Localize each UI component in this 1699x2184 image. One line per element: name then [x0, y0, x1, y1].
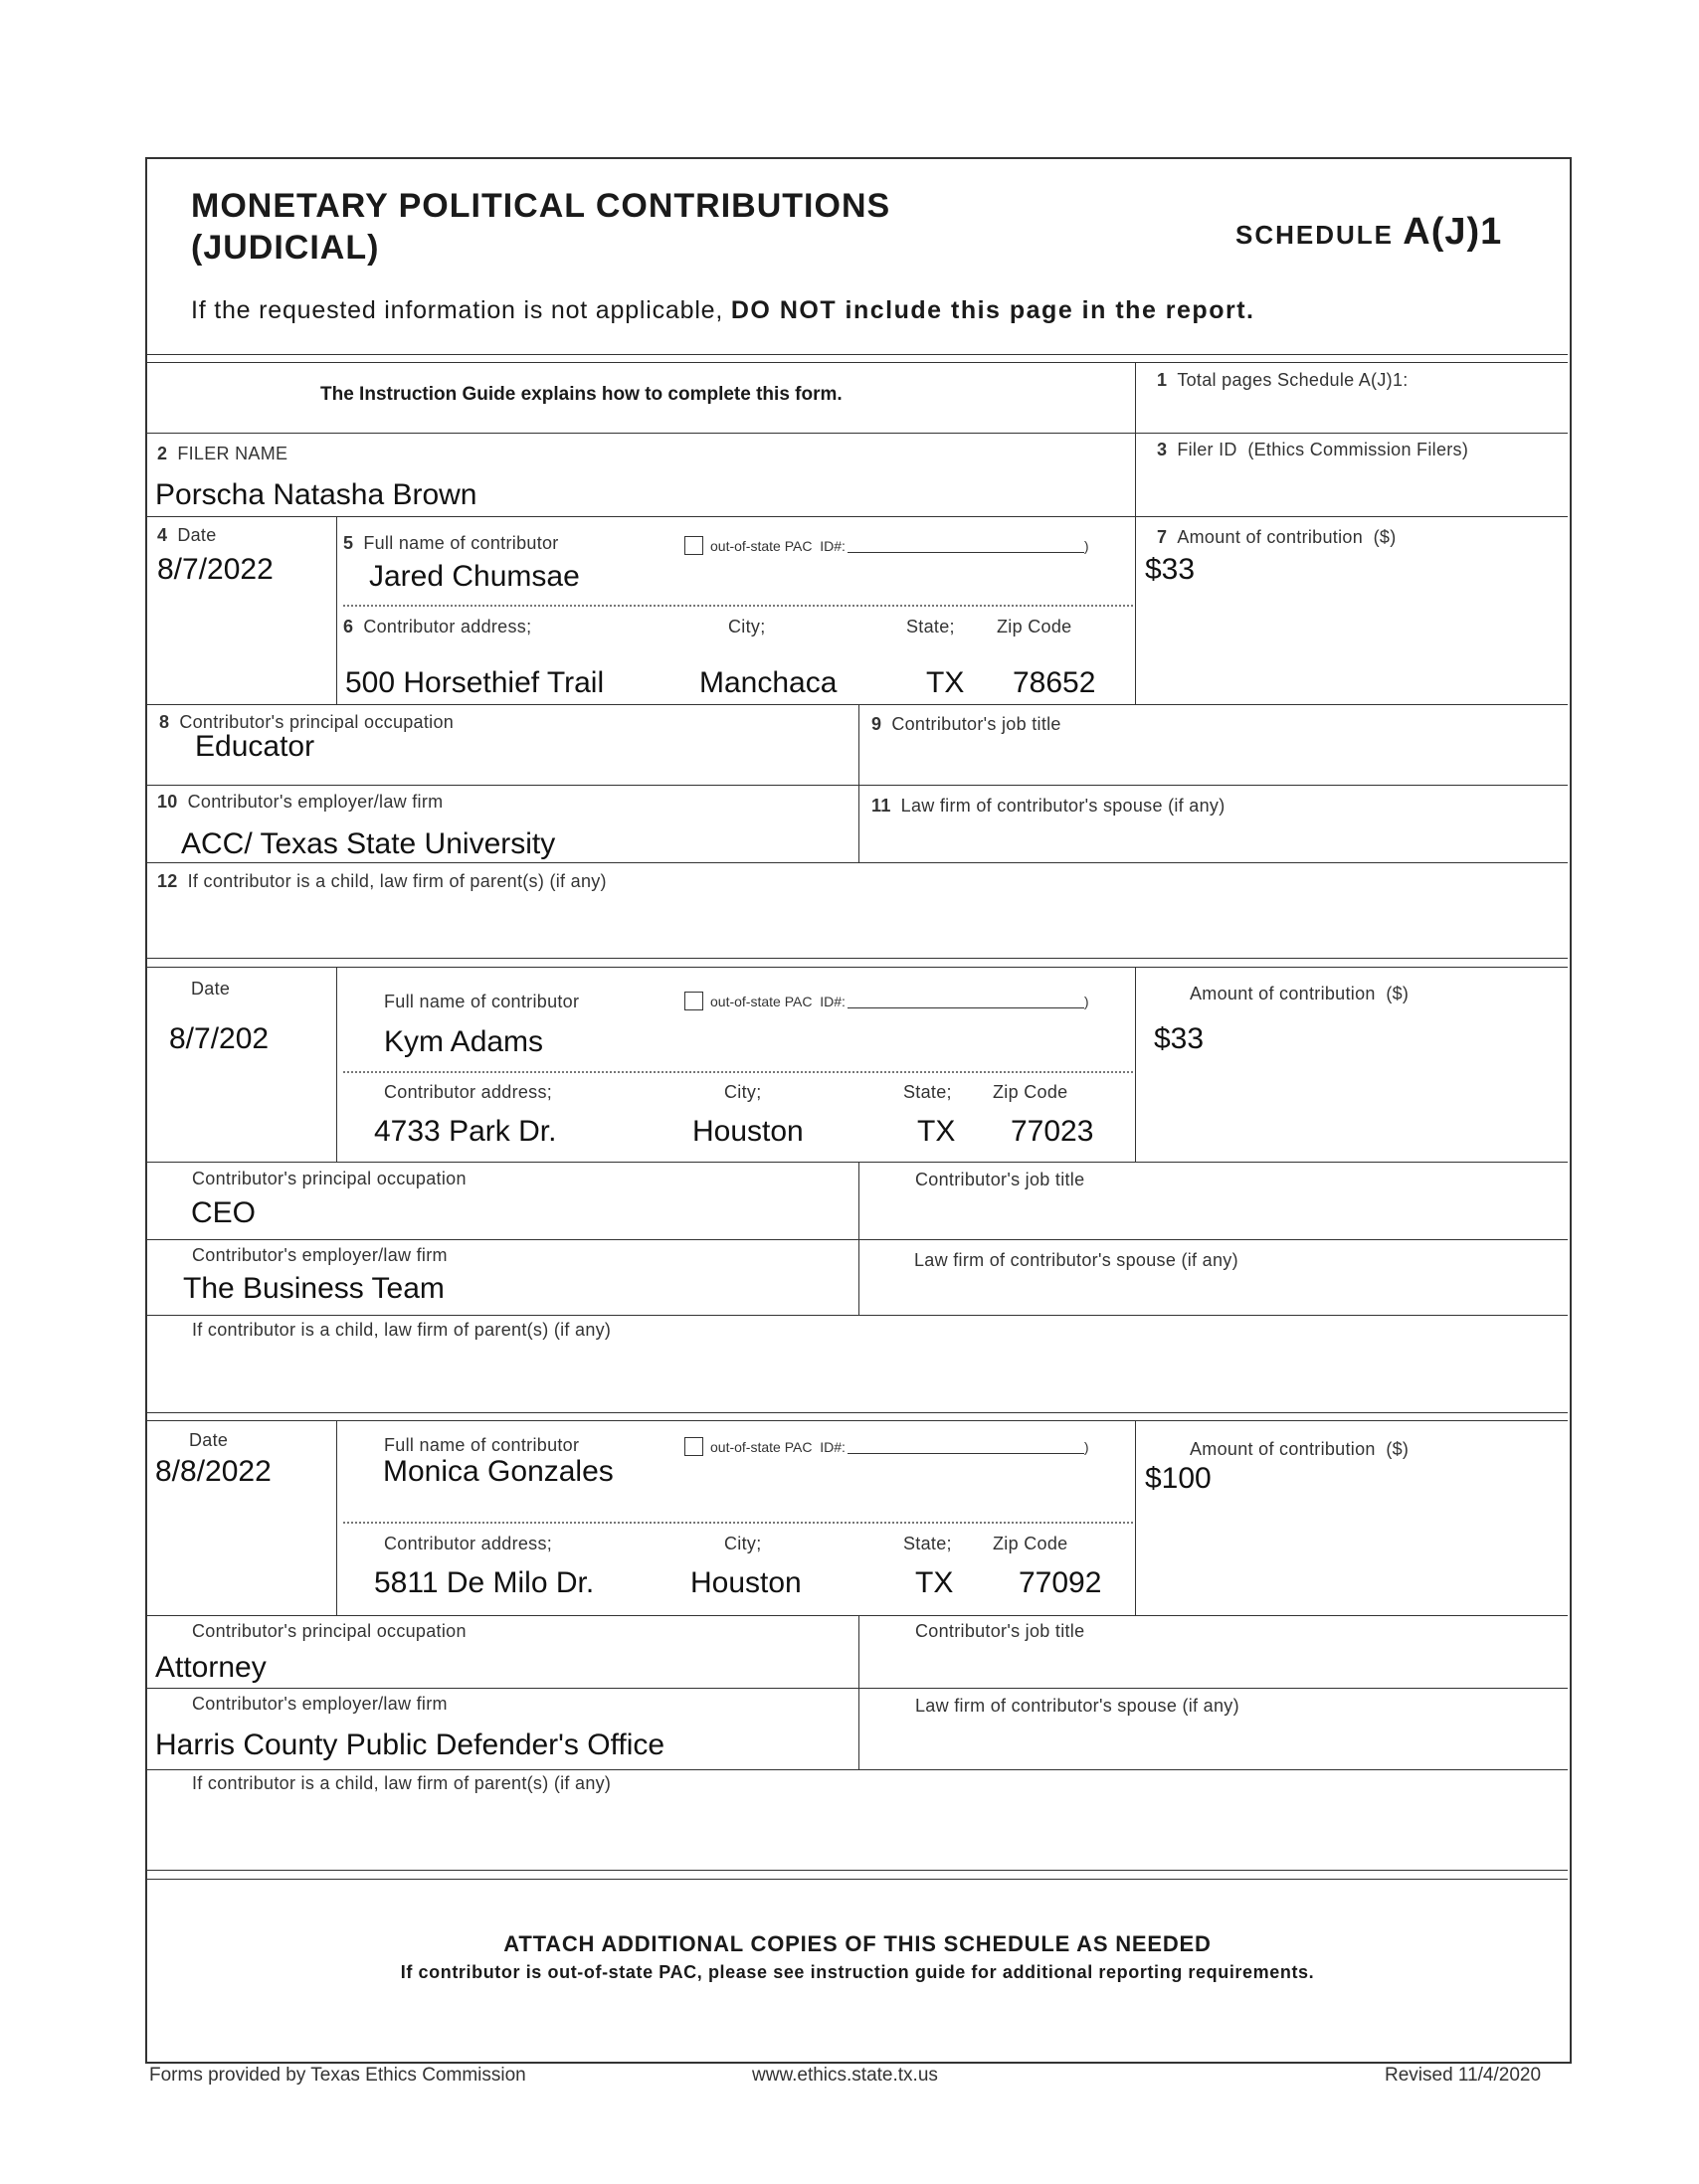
form-title: MONETARY POLITICAL CONTRIBUTIONS (JUDICIAL): [191, 187, 891, 267]
out-of-state-pac-1[interactable]: out-of-state PAC ID#: ): [684, 536, 1089, 555]
contribution-3-name: Monica Gonzales: [383, 1455, 614, 1488]
full-name-label-1: 5 Full name of contributor: [343, 533, 559, 553]
contribution-2-address: 4733 Park Dr.: [374, 1115, 557, 1148]
footer-provider: Forms provided by Texas Ethics Commission: [149, 2065, 526, 2086]
contribution-1-employer: ACC/ Texas State University: [181, 827, 556, 860]
contribution-1-city: Manchaca: [699, 666, 838, 699]
contribution-2-employer: The Business Team: [183, 1272, 445, 1305]
contribution-2-state: TX: [917, 1115, 956, 1148]
job-title-label-2: Contributor's job title: [915, 1170, 1085, 1189]
date-label-2: Date: [191, 979, 231, 999]
spouse-firm-label-3: Law firm of contributor's spouse (if any): [915, 1696, 1239, 1716]
contribution-2-date: 8/7/202: [169, 1022, 270, 1055]
employer-label-3: Contributor's employer/law firm: [192, 1694, 448, 1714]
filer-name-label: 2 FILER NAME: [157, 444, 288, 463]
out-of-state-pac-3[interactable]: out-of-state PAC ID#: ): [684, 1437, 1089, 1456]
occupation-label-3: Contributor's principal occupation: [192, 1621, 467, 1641]
contribution-2-name: Kym Adams: [384, 1025, 544, 1058]
footer-website[interactable]: www.ethics.state.tx.us: [752, 2065, 938, 2086]
contribution-1-name: Jared Chumsae: [369, 560, 580, 593]
contribution-3-address: 5811 De Milo Dr.: [374, 1566, 595, 1599]
date-label-3: Date: [189, 1430, 229, 1450]
total-pages-label: 1 Total pages Schedule A(J)1:: [1157, 370, 1409, 390]
pac-checkbox-3[interactable]: [684, 1437, 703, 1456]
contribution-2-occupation: CEO: [191, 1196, 257, 1229]
contribution-3-city: Houston: [690, 1566, 802, 1599]
attach-copies-notice: ATTACH ADDITIONAL COPIES OF THIS SCHEDULE AS NEEDED: [503, 1931, 1212, 1956]
occupation-label-2: Contributor's principal occupation: [192, 1169, 467, 1188]
contribution-1-address: 500 Horsethief Trail: [345, 666, 605, 699]
contribution-1-date: 8/7/2022: [157, 553, 274, 586]
amount-label-2: Amount of contribution ($): [1190, 984, 1410, 1003]
child-firm-label-3: If contributor is a child, law firm of parent(s) (if any): [192, 1773, 612, 1793]
child-firm-label-2: If contributor is a child, law firm of parent(s) (if any): [192, 1320, 612, 1340]
address-label-1: 6 Contributor address;: [343, 617, 532, 637]
job-title-label-1: 9 Contributor's job title: [871, 714, 1061, 734]
amount-label-3: Amount of contribution ($): [1190, 1439, 1410, 1459]
address-label-3: Contributor address;: [384, 1534, 553, 1553]
spouse-firm-label-1: 11 Law firm of contributor's spouse (if any): [871, 796, 1226, 816]
contribution-3-occupation: Attorney: [155, 1651, 267, 1684]
contribution-3-amount: $100: [1145, 1462, 1212, 1495]
contribution-1-zip: 78652: [1013, 666, 1096, 699]
occupation-label-1: 8 Contributor's principal occupation: [159, 712, 455, 732]
filer-name-value: Porscha Natasha Brown: [155, 478, 477, 511]
schedule-label: SCHEDULE A(J)1: [1235, 211, 1503, 253]
out-of-state-pac-notice: If contributor is out-of-state PAC, please see instruction guide for additional reporting requirements.: [400, 1962, 1315, 1982]
contribution-1-amount: $33: [1145, 553, 1196, 586]
out-of-state-pac-2[interactable]: out-of-state PAC ID#: ): [684, 992, 1089, 1010]
employer-label-2: Contributor's employer/law firm: [192, 1245, 448, 1265]
date-label-1: 4 Date: [157, 525, 217, 545]
pac-checkbox-1[interactable]: [684, 536, 703, 555]
contribution-2-amount: $33: [1154, 1022, 1205, 1055]
instruction-guide-text: The Instruction Guide explains how to complete this form.: [320, 384, 843, 405]
employer-label-1: 10 Contributor's employer/law firm: [157, 792, 444, 812]
contribution-3-state: TX: [915, 1566, 954, 1599]
contribution-3-date: 8/8/2022: [155, 1455, 272, 1488]
address-label-2: Contributor address;: [384, 1082, 553, 1102]
contribution-3-employer: Harris County Public Defender's Office: [155, 1729, 665, 1761]
amount-label-1: 7 Amount of contribution ($): [1157, 527, 1397, 547]
contribution-1-state: TX: [926, 666, 965, 699]
full-name-label-2: Full name of contributor: [384, 992, 580, 1011]
footer-revision: Revised 11/4/2020: [1385, 2065, 1542, 2086]
full-name-label-3: Full name of contributor: [384, 1435, 580, 1455]
filer-id-label: 3 Filer ID (Ethics Commission Filers): [1157, 440, 1469, 459]
intro-text: If the requested information is not applicable, DO NOT include this page in the report.: [191, 296, 1255, 324]
contribution-2-city: Houston: [692, 1115, 804, 1148]
contribution-2-zip: 77023: [1011, 1115, 1094, 1148]
contribution-3-zip: 77092: [1019, 1566, 1102, 1599]
pac-checkbox-2[interactable]: [684, 992, 703, 1010]
spouse-firm-label-2: Law firm of contributor's spouse (if any): [914, 1250, 1238, 1270]
child-firm-label-1: 12 If contributor is a child, law firm of parent(s) (if any): [157, 871, 607, 891]
contribution-1-occupation: Educator: [195, 730, 315, 763]
job-title-label-3: Contributor's job title: [915, 1621, 1085, 1641]
